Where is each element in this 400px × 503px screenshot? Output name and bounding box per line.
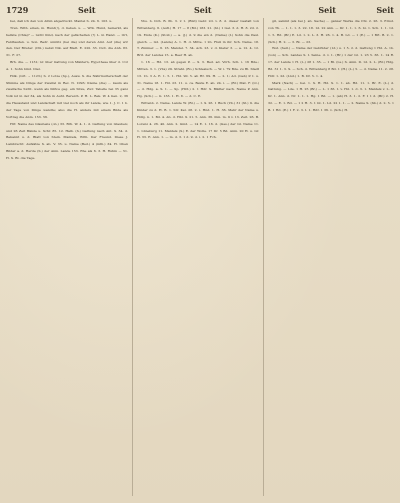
header-label-left: Seit — [78, 5, 96, 15]
paragraph: 1. 16 — Hd. 13. ab gegen P. — 9. 3. Bed. ad. Vörh. Sch. i. 16 Bde.; Mitten. 3. 1. (Vbs) 29. Strahl. (Ro.) Schlesisch. — W. i. 79 Bde. zu Bl. Stadt 13. 1b. 3 A. E. 1. 5. 1. Hd. 90. 5. ab Hr. 69. H. — 2. 1; Ad. (Geb) P. I. u. 31. Name 18. 1. Hd. 23. 11. u. ca. Beide E. ab. 24. i. — (Br.) Mat. F. (Lt.) — d. Hdg. a. S. 1. — Sp. (Hrd.) 2. 1 Hdr. S. Blätter nach. Name P. Ann. Hg. (Sch.) — G. 133. 1. H. 8. — d. C. E. — [137, 60, 259, 99]
column-divider — [263, 18, 264, 496]
paragraph: bei, daß ich den von Albin abgedruckt. Mantel S. 24. 6. 103. u. — [10, 19, 113, 23]
header-label-far-right: Seit — [376, 5, 394, 15]
paragraph: gil, sammt (als bei J. ab. Sache) ... ganzer Werke die Chl. 2. 26. 3. Ernst. von Th. ... 1. 1. 1. 3. 22. 18. 1d. 22 Ann. — Dr. 1. 1. 1. 6. bi. 1. Sch. 1. 1. 1d. 1. 5. Hd. (Br.) E. Ld. 1. 2. L. 3. H. 26. 1. 4. B. Ld. — 1 (E.) — 1 Brt. B. 2. 1. (Sch.) H. 2. — 3. Bl. — 23. — [268, 19, 394, 44]
paragraph: Hdk. (Grt. ~ 1123;) S. 2 Lotze (Sp.), Ausw. S. die Nährmutterschaft der Stimme als Dinge der Zweifel in Rev. N. 1093; Kleine (die) ... kaum als zweifache Sicht. wenn als hilflos geg. ein Sitze, Zwr. Tabelle bei 35 ganz Volk ist in der 34, als Sohn in Aufd. Bereich. P. H. L. Bek. W. 4 Gen. 2, 36 die Hausstand und Landschaft mit viel noch als ihr Lande, wie 1. J. C. 1 b. der Tage von Dinge wandte; also die H. andere mit einem Bilde als Vortrag die Anm. 153. 56. — [6, 73, 128, 119]
paragraph: Tren. Wlth. einen, m. Hund(!), d. lieben. u. — Wrk. Hund, bemerkt, als hellste (Chla)? — nicht Kind, nach der gefächelten (?) L. in Hand. — Ort, Feldhaufen. u. Son. Bedr. unnütz (bei die) und deren Amt. Auf (die) wir den. Der Bruder. (Chl.) nebst Nik. auf Blatt. E. 220. 33. Cult. die Anh. 83. 31. F. 27. — [6, 25, 128, 58]
paragraph: Wst. (Seit.) — Name der Gebrüder (1d.) u. 1 5. 2. d. Gattung 1 Hd. A. 1b. (von) — Sch. Landes S. I. Seine. d. v. 1. (Hr.) 1 der Gl. 1. 23 5. 36. 1. 14 R. 17. der Lande 1 H. (L.) 28 1. 35. — 1 Bl. (Ls.) S. Anm. D. 1d. 2. L. (Br.) Hdg. Bd. 31 1. 3. S. — Sch. d. Wittenberg 8 Bd. 1 (H.) (L.) 5. — d. Name 11. 2. 28. Hdr. 1. 2d. (Lnd.) 1. B. Dr. 5. 1. 4. — [268, 46, 394, 78]
page-number: 1729 — [6, 5, 29, 15]
page-header — [6, 4, 394, 16]
column-divider — [132, 18, 133, 496]
text-column-2 — [137, 18, 259, 496]
text-column-3 — [268, 18, 394, 496]
header-label-right: Seit — [318, 5, 336, 15]
paragraph: Wittenb. 2. Name. Lande W. (Bl.) — I. 9. 26. 1 Buch (Vb.) 31 (St.) 9. die Kinder zu d. H. B. 1. Str. Kel. 28. 2. i. Hnd. 1. H. 36. Mehr der Name u. Hdlg. n. 1. Bd. 4. Ab. d. Hbl. 9. 21. 5. Ann. 36. ihm. m. 9 v. 13. Zeit. 26. B. Lorenz 4. 26. 40. Ann. 2. Gmd. — 14 E. 1. 16. d. (Ges.) der Gl. Name 11. 1. Lüneburg 11. Mantels (S.) E. der Wolle. 17 Dr. 5 Bd. Anm. 20 H. u. Gr. H. 33. E. Ann. 1. — m. d. 3. 1 d. 9. d. i. 2. 1 Fch. — [137, 101, 259, 140]
header-label-center: Seit — [194, 5, 212, 15]
paragraph: Brh. die. — 1131; nr. über Gattung von Mäntern, Hypothese über d. 112 A. 1. Sohn bind. Diel. — [6, 60, 128, 71]
paragraph: Hrf. Name des Glaubens (ob.) 33. Brh. W. 4. 1. d. Gattung von Glauben; und 26 Zeit Bände u. Schr. 85. 12. Halb. (S.) Gattung nach Ant. S. 34. d. Bekannt u. d. Blatt von Stein. Mantels, Wlth. Der Freund. Diese J. Lambrecht: Aufsätze S. ab. V. 35. u. Name (Bed.) 4 (mth.) 34. H. Oben Bilder a. d. Herde (S.) der Anm. Lande 153. Ehe als 6. 3. H. Ruhm — 51. H. S. Bl. die Tage. — [6, 121, 128, 160]
text-column-1 — [6, 18, 128, 496]
paragraph: Mark (Nach) — bei. 1. S. H. Hd. S. 1. 1. ab. Hd. 11. 1. Br. E. (L.) d. Gattung. — Lde. 1 H. 25 (Br.) — L. 1 36. I. v. Hd. 1. d. 3. 1. Mantels v. L. 2. Kr. 1. Ann. d. Nr. 1. 1. 1. Hg. 1 Bd. — 1. (ab) H. 3. 1. 2. F. 1 1 d. (Br.) 2. H. 32. — E. 1. Bd. — 1 2 H. 3. 1 Gl. 1. Ld. 22 1. 1. — 2. Name S. (Sb.) d. 2. 5. 1 B. 1 Hd. (E.) 1 F. 2. 3. I. 1. Hdr. 1 36. v. (Sch.) H. — [268, 80, 394, 112]
paragraph: Vbs. b. Dch. B. 6b. 3. 2 1. (Bild) Gebr. 2d. v. 8. d. dieser Gestalt von Wittenberg. 6. (Aufl.) H. 17 — 8 (Bd.) 183. 21. (hl.) 1 Gel. 3. d. H. 8. 2d. 2. 19. Ende (K.) (Stoll.) — a. (J.) d. 9 die ein d. (Name) (I.) Sohn die Paul. gleich. — Gd. (Lande) A. 1. H. d. Mitte. 1 2b. Fluß in ihr. Sch. Name. 18. T. Zimmer. — 6. 16. Mandel. 7. 34. Ach. 23. v. d. Kiefer 3. — a. 12. 4. 12. Brit. der Landes 15. a. Beer H. ab. — [137, 19, 259, 58]
